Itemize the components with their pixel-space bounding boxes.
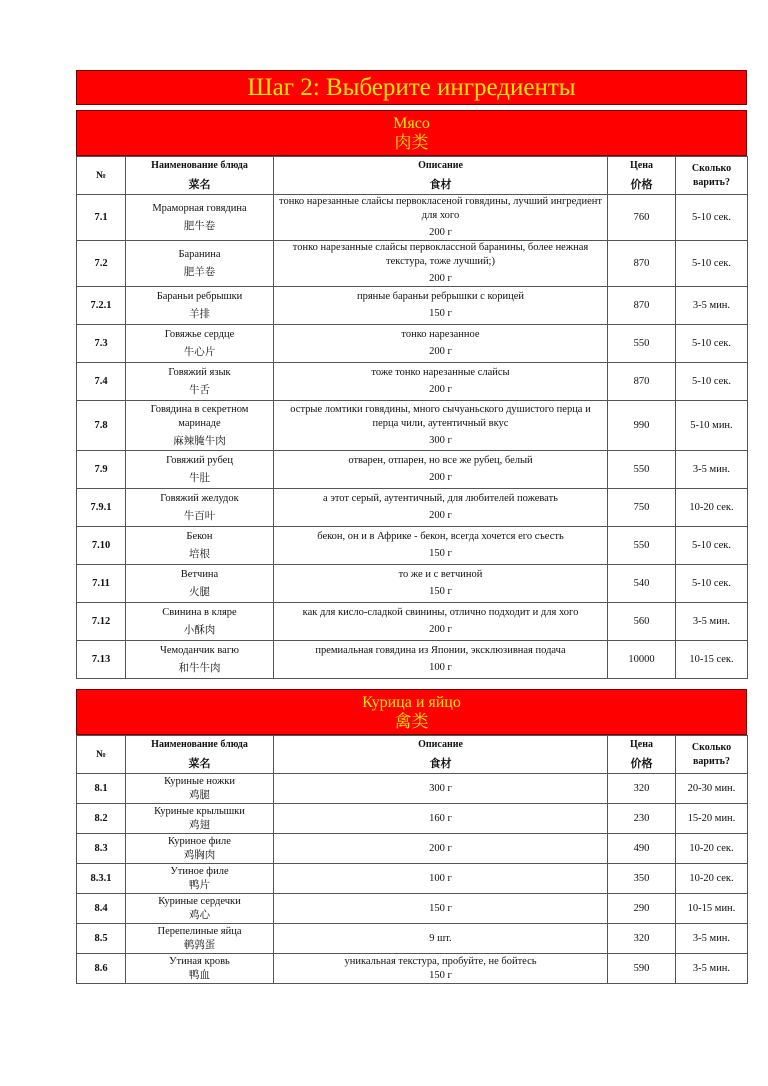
item-name: Перепелиные яйца: [157, 925, 242, 937]
item-name-cell: [126, 287, 274, 325]
item-description-cell: [274, 864, 608, 894]
table-row: [77, 864, 748, 894]
item-name: Говядина в секретном маринаде: [150, 403, 249, 429]
item-name-cell: [126, 603, 274, 641]
item-price: 290: [608, 894, 676, 924]
item-name-cn: 鸡胸肉: [183, 849, 216, 861]
meat-section-header: [76, 110, 747, 156]
item-description: тонко нарезанное: [401, 329, 480, 340]
poultry-table-header-row: [77, 736, 748, 774]
item-name: Куриное филе: [168, 835, 231, 847]
table-row: [77, 451, 748, 489]
table-row: [77, 804, 748, 834]
item-price: 550: [608, 527, 676, 565]
item-name-cell: [126, 489, 274, 527]
table-row: [77, 401, 748, 451]
item-name-cell: [126, 363, 274, 401]
item-name-cell: [126, 774, 274, 804]
poultry-section-title: Курица и яйцо: [362, 693, 461, 711]
item-name-cell: [126, 527, 274, 565]
item-description-cell: [274, 195, 608, 241]
item-weight: 9 шт.: [429, 932, 452, 944]
item-description: острые ломтики говядины, много сычуаньского душистого перца и перца чили, аутентичный вкус: [290, 404, 591, 429]
item-weight: 200 г: [429, 472, 452, 483]
item-name: Говяжье сердце: [164, 328, 235, 340]
item-name-cell: [126, 641, 274, 679]
item-description-cell: [274, 401, 608, 451]
poultry-table: [76, 735, 748, 984]
item-price: 350: [608, 864, 676, 894]
item-price: 550: [608, 325, 676, 363]
item-number: 8.3.1: [77, 864, 126, 894]
col-header-num: №: [77, 736, 126, 774]
meat-section-title: Мясо: [393, 114, 430, 132]
item-cook-time: 5-10 сек.: [676, 565, 748, 603]
item-price: 320: [608, 774, 676, 804]
item-name-cell: [126, 241, 274, 287]
item-name: Куриные ножки: [164, 775, 235, 787]
item-description-cell: [274, 287, 608, 325]
item-description-cell: [274, 804, 608, 834]
item-name: Чемоданчик вагю: [160, 644, 239, 656]
item-cook-time: 3-5 мин.: [676, 924, 748, 954]
item-number: 8.4: [77, 894, 126, 924]
item-cook-time: 5-10 сек.: [676, 325, 748, 363]
item-name-cn: 火腿: [189, 586, 210, 598]
col-header-desc: [274, 736, 608, 774]
item-description: а этот серый, аутентичный, для любителей пожевать: [323, 493, 558, 504]
meat-section: [76, 110, 747, 679]
item-description: как для кисло-сладкой свинины, отлично подходит и для хого: [302, 607, 579, 618]
item-description-cell: [274, 603, 608, 641]
item-number: 8.3: [77, 834, 126, 864]
item-name: Бекон: [186, 530, 213, 542]
item-number: 7.9: [77, 451, 126, 489]
table-row: [77, 363, 748, 401]
item-weight: 200 г: [429, 227, 452, 238]
item-cook-time: 5-10 мин.: [676, 401, 748, 451]
item-name-cn: 羊排: [189, 308, 210, 320]
item-cook-time: 3-5 мин.: [676, 451, 748, 489]
item-cook-time: 5-10 сек.: [676, 527, 748, 565]
table-row: [77, 603, 748, 641]
table-row: [77, 489, 748, 527]
item-cook-time: 5-10 сек.: [676, 241, 748, 287]
item-price: 870: [608, 287, 676, 325]
item-price: 10000: [608, 641, 676, 679]
item-price: 870: [608, 241, 676, 287]
item-number: 8.1: [77, 774, 126, 804]
item-name-cell: [126, 834, 274, 864]
item-name-cn: 麻辣腌牛肉: [173, 435, 226, 447]
item-description-cell: [274, 774, 608, 804]
item-name: Бараньи ребрышки: [156, 290, 243, 302]
item-description: отварен, отпарен, но все же рубец, белый: [348, 455, 533, 466]
item-price: 490: [608, 834, 676, 864]
col-header-name-cn: 菜名: [188, 179, 211, 191]
item-name: Ветчина: [180, 568, 219, 580]
item-name: Куриные крылышки: [154, 805, 245, 817]
col-header-desc-cn: 食材: [429, 179, 452, 191]
item-name-cn: 和牛牛肉: [178, 662, 221, 674]
item-price: 320: [608, 924, 676, 954]
item-weight: 150 г: [429, 969, 452, 981]
table-row: [77, 924, 748, 954]
item-name-cn: 肥牛卷: [183, 220, 216, 232]
item-price: 560: [608, 603, 676, 641]
item-description-cell: [274, 924, 608, 954]
item-name-cn: 牛心片: [183, 346, 216, 358]
item-description-cell: [274, 641, 608, 679]
item-name-cell: [126, 451, 274, 489]
item-cook-time: 5-10 сек.: [676, 195, 748, 241]
item-description: тоже тонко нарезанные слайсы: [371, 367, 510, 378]
col-header-name: [126, 157, 274, 195]
item-number: 8.5: [77, 924, 126, 954]
item-name: Говяжий рубец: [166, 454, 233, 466]
table-row: [77, 834, 748, 864]
item-number: 7.2.1: [77, 287, 126, 325]
col-header-desc: [274, 157, 608, 195]
table-row: [77, 565, 748, 603]
table-row: [77, 287, 748, 325]
item-description-cell: [274, 954, 608, 984]
item-name-cn: 牛舌: [189, 384, 210, 396]
meat-section-title-cn: 肉类: [394, 132, 429, 152]
item-name: Баранина: [178, 248, 221, 260]
item-number: 7.13: [77, 641, 126, 679]
item-price: 550: [608, 451, 676, 489]
col-header-cook: Сколько варить?: [676, 736, 748, 774]
item-name-cn: 鸭片: [189, 879, 210, 891]
item-name-cn: 鹌鹑蛋: [183, 939, 216, 951]
item-description-cell: [274, 834, 608, 864]
item-number: 7.4: [77, 363, 126, 401]
table-row: [77, 241, 748, 287]
item-number: 7.8: [77, 401, 126, 451]
item-number: 7.1: [77, 195, 126, 241]
item-name-cn: 鸡腿: [189, 789, 210, 801]
table-row: [77, 774, 748, 804]
item-name-cn: 牛百叶: [183, 510, 216, 522]
item-cook-time: 10-20 сек.: [676, 489, 748, 527]
item-weight: 200 г: [429, 510, 452, 521]
item-description: уникальная текстура, пробуйте, не бойтесь: [344, 955, 537, 967]
col-header-cook: Сколько варить?: [676, 157, 748, 195]
item-name-cell: [126, 864, 274, 894]
item-name: Говяжий язык: [168, 366, 231, 378]
item-name-cell: [126, 195, 274, 241]
col-header-price-label: Цена: [630, 739, 653, 750]
item-number: 7.12: [77, 603, 126, 641]
table-row: [77, 954, 748, 984]
item-number: 8.6: [77, 954, 126, 984]
item-number: 7.2: [77, 241, 126, 287]
item-description: пряные бараньи ребрышки с корицей: [356, 291, 525, 302]
item-weight: 200 г: [429, 346, 452, 357]
item-name: Говяжий желудок: [160, 492, 239, 504]
item-name-cn: 鸭血: [189, 969, 210, 981]
item-name-cn: 鸡翅: [189, 819, 210, 831]
item-price: 870: [608, 363, 676, 401]
item-cook-time: 10-20 сек.: [676, 834, 748, 864]
item-name-cn: 肥羊卷: [183, 266, 216, 278]
poultry-section-title-cn: 禽类: [394, 711, 429, 731]
item-description-cell: [274, 489, 608, 527]
col-header-price-cn: 价格: [630, 179, 653, 191]
item-cook-time: 10-15 мин.: [676, 894, 748, 924]
item-weight: 150 г: [429, 586, 452, 597]
item-weight: 100 г: [429, 662, 452, 673]
item-description-cell: [274, 325, 608, 363]
item-weight: 150 г: [429, 308, 452, 319]
table-row: [77, 325, 748, 363]
item-name: Куриные сердечки: [158, 895, 241, 907]
item-name-cn: 牛肚: [189, 472, 210, 484]
item-weight: 300 г: [429, 435, 452, 446]
item-weight: 300 г: [429, 782, 452, 794]
item-name-cell: [126, 954, 274, 984]
item-description-cell: [274, 241, 608, 287]
table-row: [77, 894, 748, 924]
item-description-cell: [274, 894, 608, 924]
col-header-name: [126, 736, 274, 774]
item-name-cn: 培根: [189, 548, 210, 560]
item-number: 7.9.1: [77, 489, 126, 527]
item-weight: 100 г: [429, 872, 452, 884]
col-header-price: [608, 736, 676, 774]
col-header-name-cn: 菜名: [188, 758, 211, 770]
item-weight: 200 г: [429, 842, 452, 854]
col-header-num: №: [77, 157, 126, 195]
table-row: [77, 527, 748, 565]
page-title: Шаг 2: Выберите ингредиенты: [76, 70, 747, 105]
item-number: 7.3: [77, 325, 126, 363]
col-header-desc-cn: 食材: [429, 758, 452, 770]
item-number: 8.2: [77, 804, 126, 834]
item-price: 590: [608, 954, 676, 984]
col-header-price-cn: 价格: [630, 758, 653, 770]
item-weight: 150 г: [429, 902, 452, 914]
table-row: [77, 195, 748, 241]
item-name-cell: [126, 804, 274, 834]
item-cook-time: 15-20 мин.: [676, 804, 748, 834]
item-cook-time: 5-10 сек.: [676, 363, 748, 401]
item-description-cell: [274, 363, 608, 401]
col-header-price-label: Цена: [630, 160, 653, 171]
item-price: 990: [608, 401, 676, 451]
item-name: Утиное филе: [170, 865, 229, 877]
item-number: 7.11: [77, 565, 126, 603]
item-price: 760: [608, 195, 676, 241]
col-header-name-label: Наименование блюда: [151, 160, 248, 171]
item-name-cn: 小酥肉: [183, 624, 216, 636]
meat-table-header-row: [77, 157, 748, 195]
item-weight: 160 г: [429, 812, 452, 824]
item-cook-time: 20-30 мин.: [676, 774, 748, 804]
item-description: то же и с ветчиной: [398, 569, 483, 580]
item-name-cell: [126, 894, 274, 924]
item-name: Свинина в кляре: [162, 606, 237, 618]
item-name-cell: [126, 924, 274, 954]
item-name: Утиная кровь: [169, 955, 230, 967]
item-description: бекон, он и в Африке - бекон, всегда хочется его съесть: [317, 531, 564, 542]
item-cook-time: 3-5 мин.: [676, 603, 748, 641]
item-description: тонко нарезанные слайсы первокласеной говядины, лучший ингредиент для хого: [279, 196, 602, 221]
item-number: 7.10: [77, 527, 126, 565]
table-row: [77, 641, 748, 679]
item-cook-time: 3-5 мин.: [676, 287, 748, 325]
item-weight: 200 г: [429, 273, 452, 284]
item-name-cell: [126, 565, 274, 603]
col-header-name-label: Наименование блюда: [151, 739, 248, 750]
item-name: Мраморная говядина: [152, 202, 247, 214]
meat-table: [76, 156, 748, 679]
item-description-cell: [274, 451, 608, 489]
item-description: премиальная говядина из Японии, эксклюзивная подача: [315, 645, 566, 656]
item-weight: 200 г: [429, 624, 452, 635]
item-description-cell: [274, 527, 608, 565]
item-name-cell: [126, 325, 274, 363]
item-weight: 200 г: [429, 384, 452, 395]
item-price: 230: [608, 804, 676, 834]
col-header-desc-label: Описание: [418, 739, 463, 750]
item-price: 750: [608, 489, 676, 527]
item-price: 540: [608, 565, 676, 603]
item-weight: 150 г: [429, 548, 452, 559]
poultry-section: [76, 689, 747, 984]
item-cook-time: 3-5 мин.: [676, 954, 748, 984]
item-cook-time: 10-15 сек.: [676, 641, 748, 679]
item-cook-time: 10-20 сек.: [676, 864, 748, 894]
poultry-section-header: [76, 689, 747, 735]
item-description: тонко нарезанные слайсы первоклассной баранины, более нежная текстура, тоже лучший;): [292, 242, 589, 267]
item-name-cell: [126, 401, 274, 451]
item-name-cn: 鸡心: [189, 909, 210, 921]
col-header-desc-label: Описание: [418, 160, 463, 171]
col-header-price: [608, 157, 676, 195]
item-description-cell: [274, 565, 608, 603]
